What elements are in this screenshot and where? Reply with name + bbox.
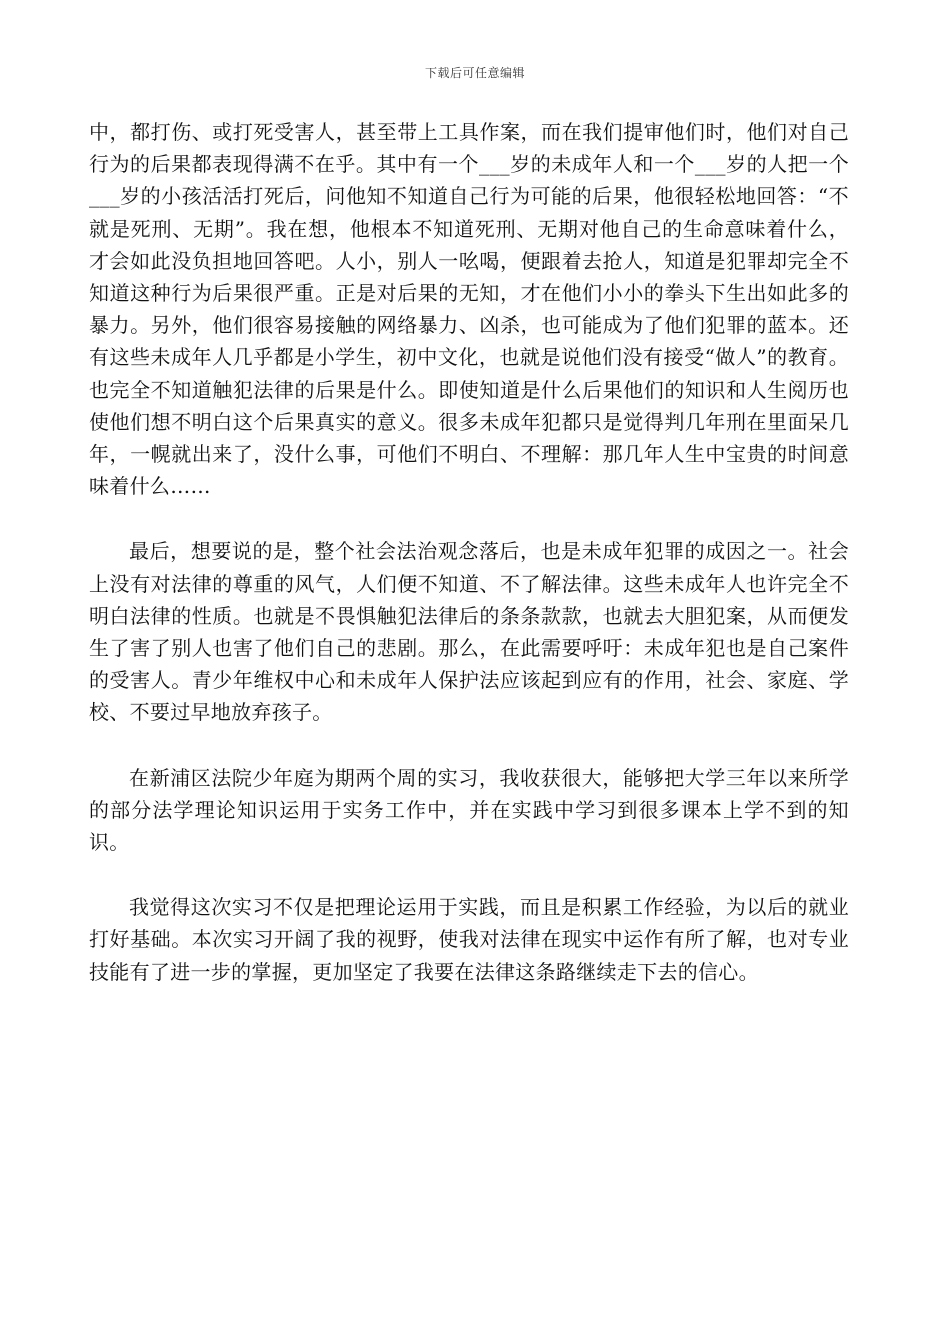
paragraph-gap bbox=[89, 502, 849, 535]
paragraph-conclusion: 最后，想要说的是，整个社会法治观念落后，也是未成年犯罪的成因之一。社会上没有对法律的尊重的风气，人们便不知道、不了解法律。这些未成年人也许完全不明白法律的性质。也就是不畏惧触犯法律后的条条款款，也就去大胆犯案，从而便发生了害了别人也害了他们自己的悲剧。那么，在此需要呼吁：未成年犯也是自己案件的受害人。青少年维权中心和未成年人保护法应该起到应有的作用，社会、家庭、学校、不要过早地放弃孩子。 bbox=[89, 539, 849, 725]
paragraph-continuation: 中，都打伤、或打死受害人，甚至带上工具作案，而在我们提审他们时，他们对自己行为的后果都表现得满不在乎。其中有一个___岁的未成年人和一个___岁的人把一个___岁的小孩活活打死后，问他知不知道自己行为可能的后果，他很轻松地回答：“不就是死刑、无期”。我在想，他根本不知道死刑、无期对他自己的生命意味着什么，才会如此没负担地回答吧。人小，别人一吆喝，便跟着去抢人，知道是犯罪却完全不知道这种行为后果很严重。正是对后果的无知，才在他们小小的拳头下生出如此多的暴力。另外，他们很容易接触的网络暴力、凶杀，也可能成为了他们犯罪的蓝本。还有这些未成年人几乎都是小学生，初中文化，也就是说他们没有接受“做人”的教育。也完全不知道触犯法律的后果是什么。即使知道是什么后果他们的知识和人生阅历也使他们想不明白这个后果真实的意义。很多未成年犯都只是觉得判几年刑在里面呆几年，一幌就出来了，没什么事，可他们不明白、不理解：那几年人生中宝贵的时间意味着什么…… bbox=[89, 120, 849, 499]
paragraph-gap bbox=[89, 858, 849, 891]
document-body bbox=[89, 116, 849, 988]
paragraph-internship-reflection: 我觉得这次实习不仅是把理论运用于实践，而且是积累工作经验，为以后的就业打好基础。本次实习开阔了我的视野，使我对法律在现实中运作有所了解，也对专业技能有了进一步的掌握，更加坚定了我要在法律这条路继续走下去的信心。 bbox=[89, 895, 849, 984]
page-header: 下载后可任意编辑 bbox=[424, 66, 525, 80]
paragraph-gap bbox=[89, 729, 849, 762]
paragraph-internship-gain: 在新浦区法院少年庭为期两个周的实习，我收获很大，能够把大学三年以来所学的部分法学理论知识运用于实务工作中，并在实践中学习到很多课本上学不到的知识。 bbox=[89, 765, 849, 855]
